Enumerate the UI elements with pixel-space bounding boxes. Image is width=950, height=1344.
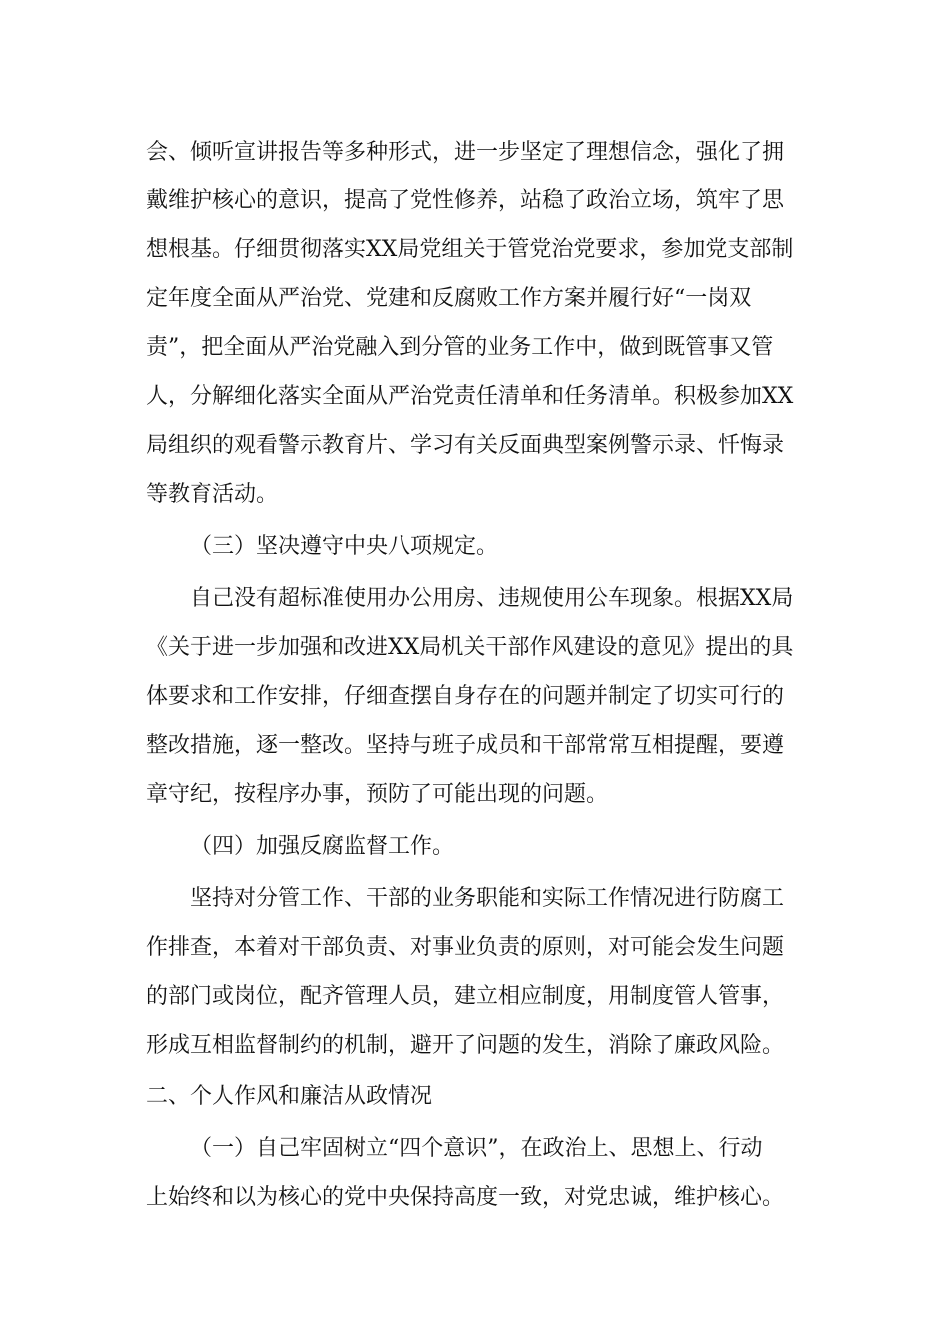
text-line: 作排查，本着对干部负责、对事业负责的原则，对可能会发生问题 bbox=[146, 935, 785, 960]
text-line: （一）自己牢固树立“四个意识”，在政治上、思想上、行动 bbox=[190, 1136, 763, 1161]
text-line: 戴维护核心的意识，提高了党性修养，站稳了政治立场，筑牢了思 bbox=[146, 188, 785, 213]
text-line: 责”，把全面从严治党融入到分管的业务工作中，做到既管事又管 bbox=[146, 335, 774, 360]
text-line: 人，分解细化落实全面从严治党责任清单和任务清单。积极参加XX bbox=[146, 384, 794, 409]
section-heading-3: （三）坚决遵守中央八项规定。 bbox=[190, 534, 499, 559]
text-line: 上始终和以为核心的党中央保持高度一致，对党忠诚，维护核心。 bbox=[146, 1185, 785, 1210]
text-line: 定年度全面从严治党、党建和反腐败工作方案并履行好“一岗双 bbox=[146, 286, 752, 311]
text-line: 坚持对分管工作、干部的业务职能和实际工作情况进行防腐工 bbox=[190, 886, 785, 911]
text-line: 等教育活动。 bbox=[146, 482, 279, 507]
text-line: 自己没有超标准使用办公用房、违规使用公车现象。根据XX局 bbox=[190, 586, 794, 611]
text-line: 体要求和工作安排，仔细查摆自身存在的问题并制定了切实可行的 bbox=[146, 684, 785, 709]
text-line: 想根基。仔细贯彻落实XX局党组关于管党治党要求，参加党支部制 bbox=[146, 237, 794, 262]
text-line: 章守纪，按程序办事，预防了可能出现的问题。 bbox=[146, 782, 609, 807]
text-line: 整改措施，逐一整改。坚持与班子成员和干部常常互相提醒，要遵 bbox=[146, 733, 785, 758]
section-heading-4: （四）加强反腐监督工作。 bbox=[190, 834, 455, 859]
text-line: 会、倾听宣讲报告等多种形式，进一步坚定了理想信念，强化了拥 bbox=[146, 140, 785, 165]
chapter-heading-2: 二、个人作风和廉洁从政情况 bbox=[146, 1084, 433, 1109]
text-line: 《关于进一步加强和改进XX局机关干部作风建设的意见》提出的具 bbox=[146, 635, 794, 660]
text-line: 形成互相监督制约的机制，避开了问题的发生，消除了廉政风险。 bbox=[146, 1033, 785, 1058]
text-line: 的部门或岗位，配齐管理人员，建立相应制度，用制度管人管事， bbox=[146, 984, 785, 1009]
text-line: 局组织的观看警示教育片、学习有关反面典型案例警示录、忏悔录 bbox=[146, 433, 785, 458]
